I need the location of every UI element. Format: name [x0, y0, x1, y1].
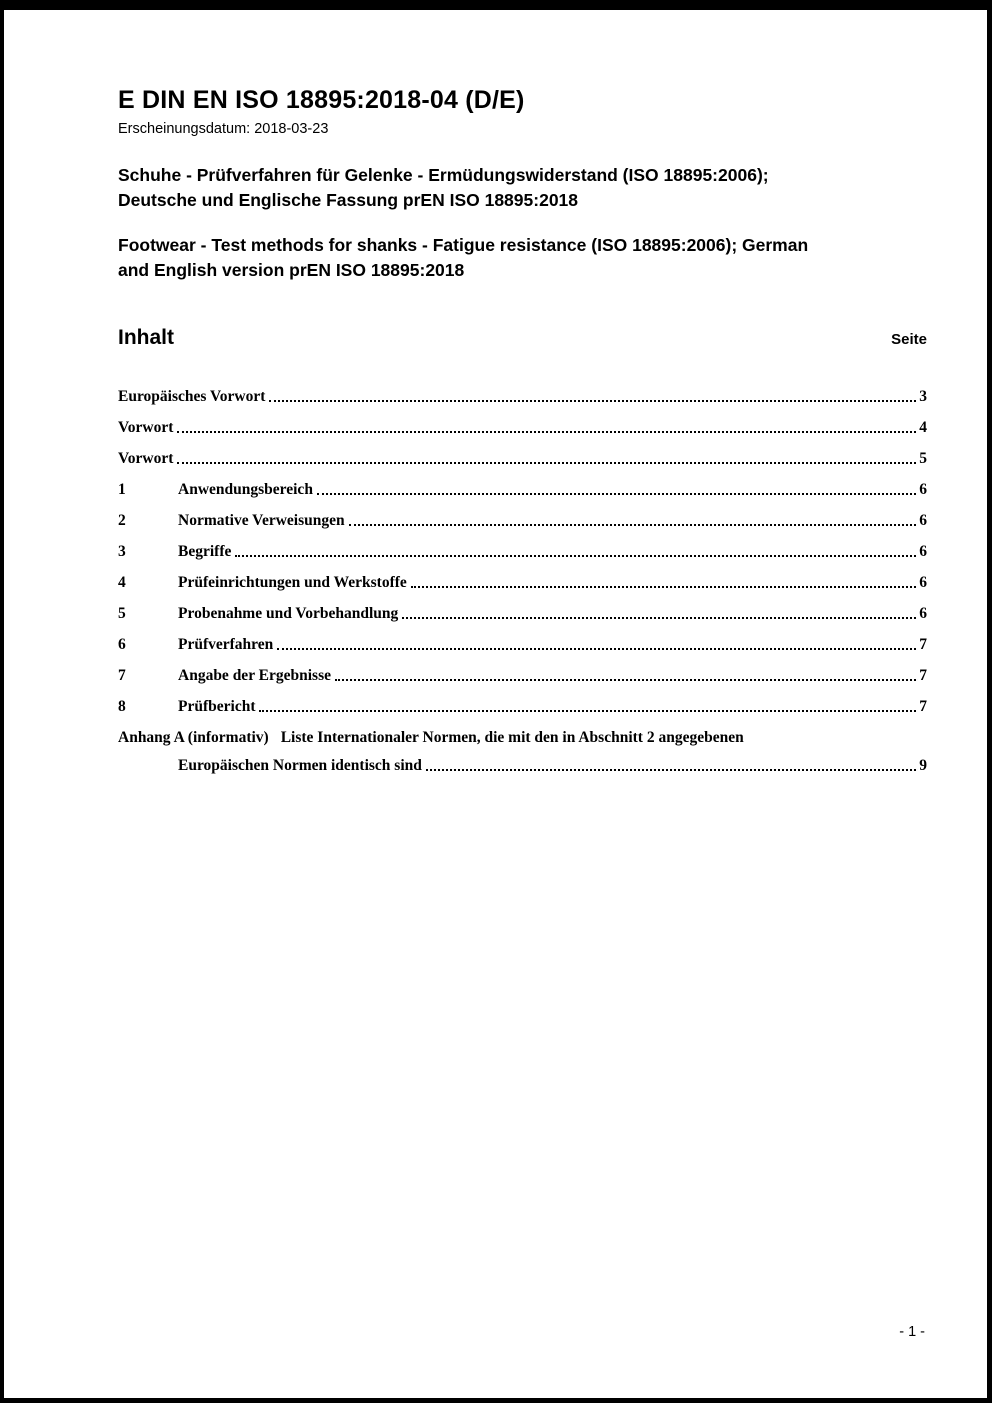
toc-entry-number: 7 — [118, 667, 126, 684]
toc-entry-number: 6 — [118, 636, 126, 653]
toc-entry-number: 2 — [118, 512, 126, 529]
dot-leader — [259, 710, 916, 712]
toc-entry-page: 6 — [919, 543, 927, 560]
toc-entry-title: Angabe der Ergebnisse — [178, 667, 332, 684]
toc-entry-title: Probenahme und Vorbehandlung — [178, 605, 399, 622]
dot-leader — [335, 679, 916, 681]
toc-entry-page: 5 — [919, 450, 927, 467]
toc-entry — [118, 574, 927, 592]
annex-label: Anhang A (informativ) — [118, 729, 269, 746]
dot-leader — [349, 524, 917, 526]
toc-entry — [118, 543, 927, 561]
toc-entry-page: 7 — [919, 698, 927, 715]
dot-leader — [177, 431, 916, 433]
toc-list — [118, 388, 927, 775]
annex-title-line-1: Liste Internationaler Normen, die mit den in Abschnitt 2 angegebenen — [280, 729, 744, 746]
toc-entry-number: 1 — [118, 481, 126, 498]
publication-date: Erscheinungsdatum: 2018-03-23 — [118, 121, 329, 137]
toc-header — [118, 326, 927, 350]
toc-entry — [118, 388, 927, 406]
toc-entry-page: 6 — [919, 512, 927, 529]
german-subject-title — [118, 163, 927, 212]
toc-entry — [118, 419, 927, 437]
toc-entry — [118, 605, 927, 623]
annex-line-2 — [118, 757, 927, 775]
toc-entry-title: Normative Verweisungen — [178, 512, 345, 529]
toc-entry-page: 6 — [919, 605, 927, 622]
english-title-line-2: and English version prEN ISO 18895:2018 — [118, 259, 465, 280]
english-title-line-1: Footwear - Test methods for shanks - Fatigue resistance (ISO 18895:2006); German — [118, 235, 809, 255]
toc-entry — [118, 636, 927, 654]
toc-entry-number: 3 — [118, 543, 126, 560]
dot-leader — [235, 555, 916, 557]
toc-entry-title: Prüfbericht — [178, 698, 256, 715]
dot-leader — [177, 462, 916, 464]
toc-entry — [118, 667, 927, 685]
toc-entry — [118, 450, 927, 468]
toc-entry-title: Anwendungsbereich — [178, 481, 313, 498]
toc-entry-title: Vorwort — [118, 419, 174, 436]
english-subject-title — [118, 233, 927, 282]
page-number-footer: - 1 - — [899, 1324, 925, 1340]
toc-entry-page: 6 — [919, 574, 927, 591]
annex-line-1 — [118, 729, 927, 747]
toc-entry-number: 8 — [118, 698, 126, 715]
toc-entry-number: 5 — [118, 605, 126, 622]
dot-leader — [317, 493, 916, 495]
toc-heading: Inhalt — [118, 326, 174, 349]
dot-leader — [402, 617, 916, 619]
toc-entry-annex — [118, 729, 927, 775]
page-content — [4, 10, 987, 775]
toc-entry-page: 7 — [919, 636, 927, 653]
dot-leader — [411, 586, 916, 588]
toc-entry — [118, 698, 927, 716]
toc-entry-title: Begriffe — [178, 543, 232, 560]
toc-page-column-label: Seite — [891, 331, 927, 348]
toc-entry-page: 7 — [919, 667, 927, 684]
dot-leader — [277, 648, 916, 650]
german-title-line-1: Schuhe - Prüfverfahren für Gelenke - Ermüdungswiderstand (ISO 18895:2006); — [118, 165, 769, 185]
toc-entry-page: 6 — [919, 481, 927, 498]
toc-entry-number: 4 — [118, 574, 126, 591]
toc-entry-page: 3 — [919, 388, 927, 405]
dot-leader — [269, 400, 916, 402]
document-title: E DIN EN ISO 18895:2018-04 (D/E) — [118, 86, 525, 114]
annex-title-line-2: Europäischen Normen identisch sind — [178, 757, 422, 774]
german-title-line-2: Deutsche und Englische Fassung prEN ISO 18895:2018 — [118, 189, 579, 210]
dot-leader — [426, 769, 916, 771]
toc-entry-title: Vorwort — [118, 450, 174, 467]
toc-entry — [118, 481, 927, 499]
toc-entry-title: Prüfverfahren — [178, 636, 274, 653]
toc-entry-title: Prüfeinrichtungen und Werkstoffe — [178, 574, 407, 591]
toc-entry — [118, 512, 927, 530]
toc-entry-title: Europäisches Vorwort — [118, 388, 266, 405]
toc-entry-page: 4 — [919, 419, 927, 436]
toc-entry-page: 9 — [919, 757, 927, 774]
